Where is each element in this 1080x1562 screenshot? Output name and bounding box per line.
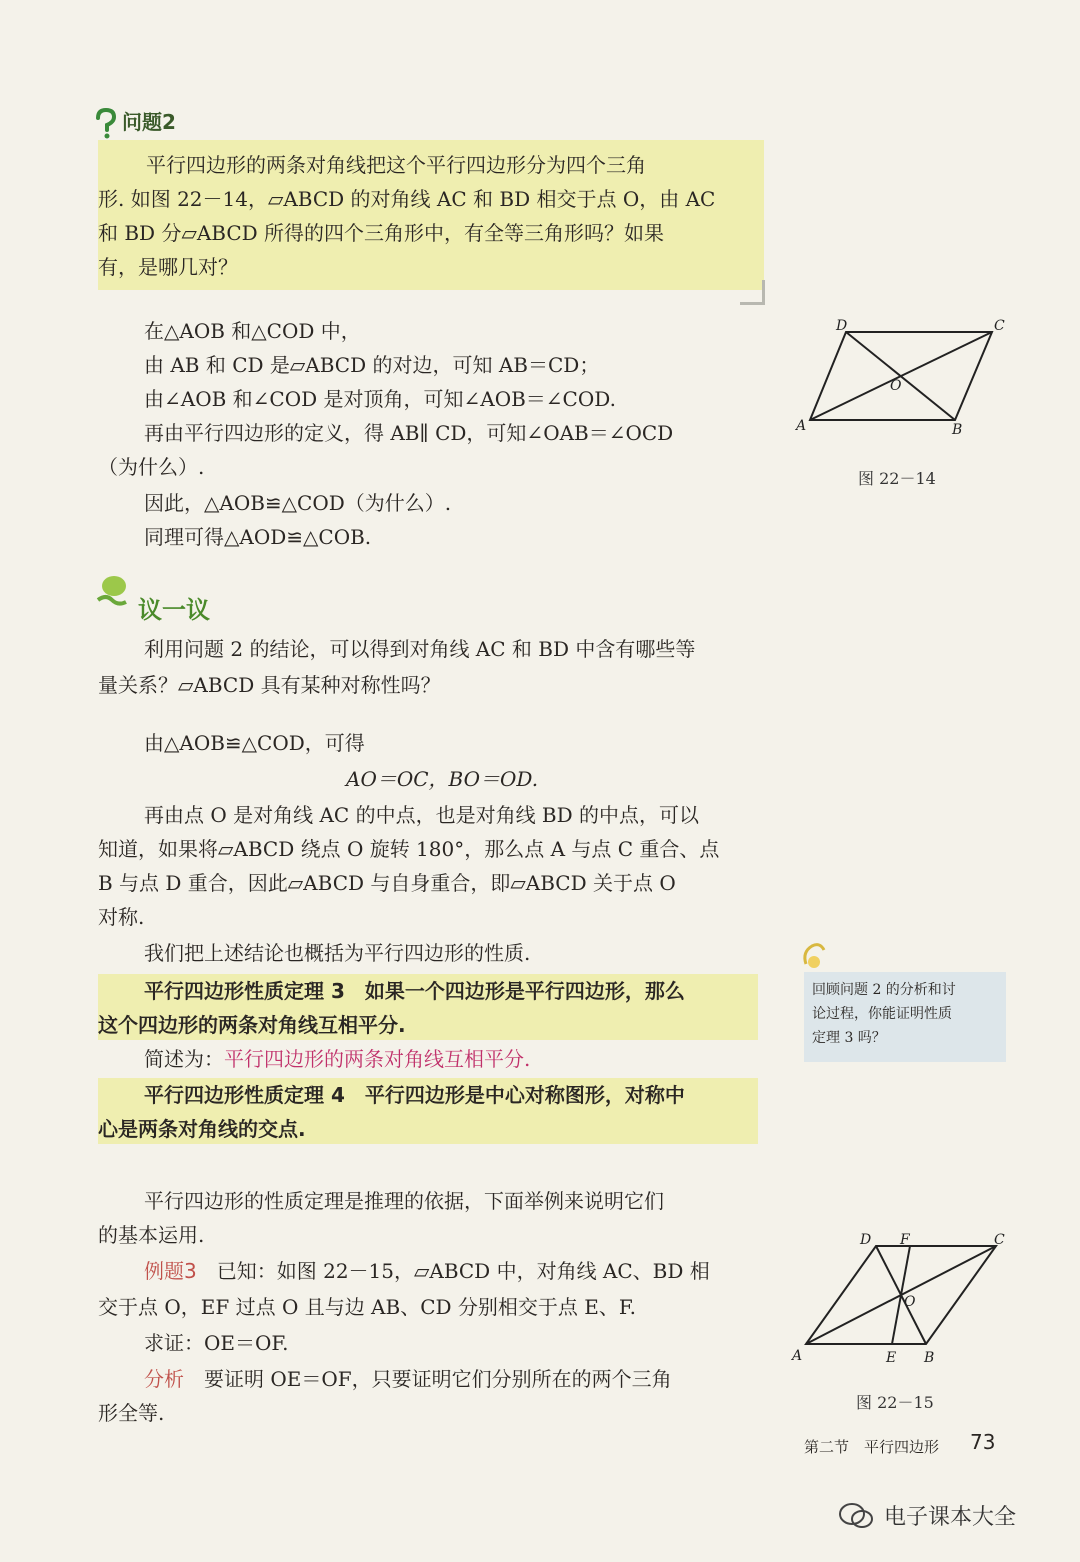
discuss-line-2: 量关系？▱ABCD 具有某种对称性吗？ — [98, 673, 441, 697]
page-number: 73 — [970, 1430, 996, 1454]
side-note-line-2: 论过程，你能证明性质 — [812, 1006, 952, 1022]
fig2-label-f: F — [900, 1232, 910, 1248]
analysis-tag: 分析 — [144, 1367, 184, 1391]
proof1-line-2: 由 AB 和 CD 是▱ABCD 的对边，可知 AB＝CD； — [144, 353, 600, 377]
proof2-line-7: 我们把上述结论也概括为平行四边形的性质. — [144, 941, 531, 965]
example-text-1: 已知：如图 22－15，▱ABCD 中，对角线 AC、BD 相 — [216, 1259, 710, 1283]
problem-line-3: 和 BD 分▱ABCD 所得的四个三角形中，有全等三角形吗？如果 — [98, 221, 665, 245]
theorem3-brief-prefix: 简述为： — [144, 1047, 224, 1071]
theorem4-line-1: 平行四边形性质定理 4 平行四边形是中心对称图形，对称中 — [144, 1083, 685, 1107]
fig1-label-b: B — [952, 422, 963, 436]
side-note-line-1: 回顾问题 2 的分析和讨 — [812, 982, 956, 998]
wechat-icon — [838, 1502, 874, 1530]
problem-title: 问题2 — [122, 110, 176, 134]
fig1-diagonal-bd — [846, 332, 955, 420]
example-tag: 例题3 — [144, 1259, 197, 1283]
example-line-1 — [144, 1256, 710, 1286]
proof2-line-4: 知道，如果将▱ABCD 绕点 O 旋转 180°，那么点 A 与点 C 重合、点 — [98, 837, 720, 861]
problem-line-2: 形. 如图 22－14，▱ABCD 的对角线 AC 和 BD 相交于点 O，由 AC — [98, 187, 716, 211]
figure-22-14-caption: 图 22－14 — [858, 469, 936, 488]
proof1-line-4: 再由平行四边形的定义，得 AB∥ CD，可知∠OAB＝∠OCD — [144, 421, 674, 445]
proof1-line-7: 同理可得△AOD≌△COB. — [144, 525, 372, 549]
proof2-line-2: AO＝OC，BO＝OD. — [346, 767, 539, 791]
fig1-label-a: A — [796, 418, 807, 434]
proof1-line-6: 因此，△AOB≌△COD（为什么）. — [144, 491, 452, 515]
analysis-line-1 — [144, 1364, 672, 1394]
proof1-line-1: 在△AOB 和△COD 中， — [144, 319, 361, 343]
theorem3-brief — [144, 1044, 530, 1074]
intro-line-2: 的基本运用. — [98, 1223, 205, 1247]
analysis-text-1: 要证明 OE＝OF，只要证明它们分别所在的两个三角 — [204, 1367, 672, 1391]
lightbulb-icon — [800, 942, 828, 972]
problem-line-4: 有，是哪几对？ — [98, 255, 238, 279]
fig2-label-c: C — [994, 1232, 1005, 1248]
fig2-label-a: A — [792, 1348, 803, 1364]
example-line-2: 交于点 O，EF 过点 O 且与边 AB、CD 分别相交于点 E、F. — [98, 1295, 636, 1319]
fig1-label-c: C — [994, 318, 1005, 334]
discuss-line-1: 利用问题 2 的结论，可以得到对角线 AC 和 BD 中含有哪些等 — [144, 637, 696, 661]
fig2-label-o: O — [904, 1294, 916, 1310]
watermark-text: 电子课本大全 — [884, 1505, 1017, 1530]
figure-22-14 — [790, 316, 1010, 436]
problem-line-1: 平行四边形的两条对角线把这个平行四边形分为四个三角 — [146, 153, 646, 177]
figure-22-15 — [786, 1230, 1016, 1370]
proof2-line-6: 对称. — [98, 905, 145, 929]
proof1-line-3: 由∠AOB 和∠COD 是对顶角，可知∠AOB＝∠COD. — [144, 387, 616, 411]
side-note-line-3: 定理 3 吗？ — [812, 1030, 886, 1046]
question-mark-icon — [92, 108, 120, 140]
theorem4-line-2: 心是两条对角线的交点. — [98, 1117, 306, 1141]
proof2-line-1: 由△AOB≌△COD，可得 — [144, 731, 365, 755]
footer-section: 第二节 平行四边形 — [804, 1438, 940, 1456]
fig1-label-d: D — [836, 318, 848, 334]
theorem3-line-1: 平行四边形性质定理 3 如果一个四边形是平行四边形，那么 — [144, 979, 685, 1003]
proof2-line-3: 再由点 O 是对角线 AC 的中点，也是对角线 BD 的中点，可以 — [144, 803, 700, 827]
discuss-title: 议一议 — [138, 596, 210, 624]
fig1-label-o: O — [890, 378, 902, 394]
example-line-3: 求证：OE＝OF. — [144, 1331, 289, 1355]
intro-line-1: 平行四边形的性质定理是推理的依据，下面举例来说明它们 — [144, 1189, 664, 1213]
proof1-line-5: （为什么）. — [98, 455, 205, 479]
fig2-label-b: B — [924, 1350, 935, 1366]
figure-22-15-caption: 图 22－15 — [856, 1393, 934, 1412]
proof2-line-5: B 与点 D 重合，因此▱ABCD 与自身重合，即▱ABCD 关于点 O — [98, 871, 676, 895]
fig2-label-d: D — [860, 1232, 872, 1248]
discuss-icon — [92, 570, 132, 610]
analysis-line-2: 形全等. — [98, 1401, 165, 1425]
theorem3-line-2: 这个四边形的两条对角线互相平分. — [98, 1013, 406, 1037]
theorem3-brief-text: 平行四边形的两条对角线互相平分. — [224, 1047, 531, 1071]
problem-box-corner — [740, 280, 765, 305]
side-note — [804, 972, 1006, 1062]
fig2-label-e: E — [886, 1350, 897, 1366]
